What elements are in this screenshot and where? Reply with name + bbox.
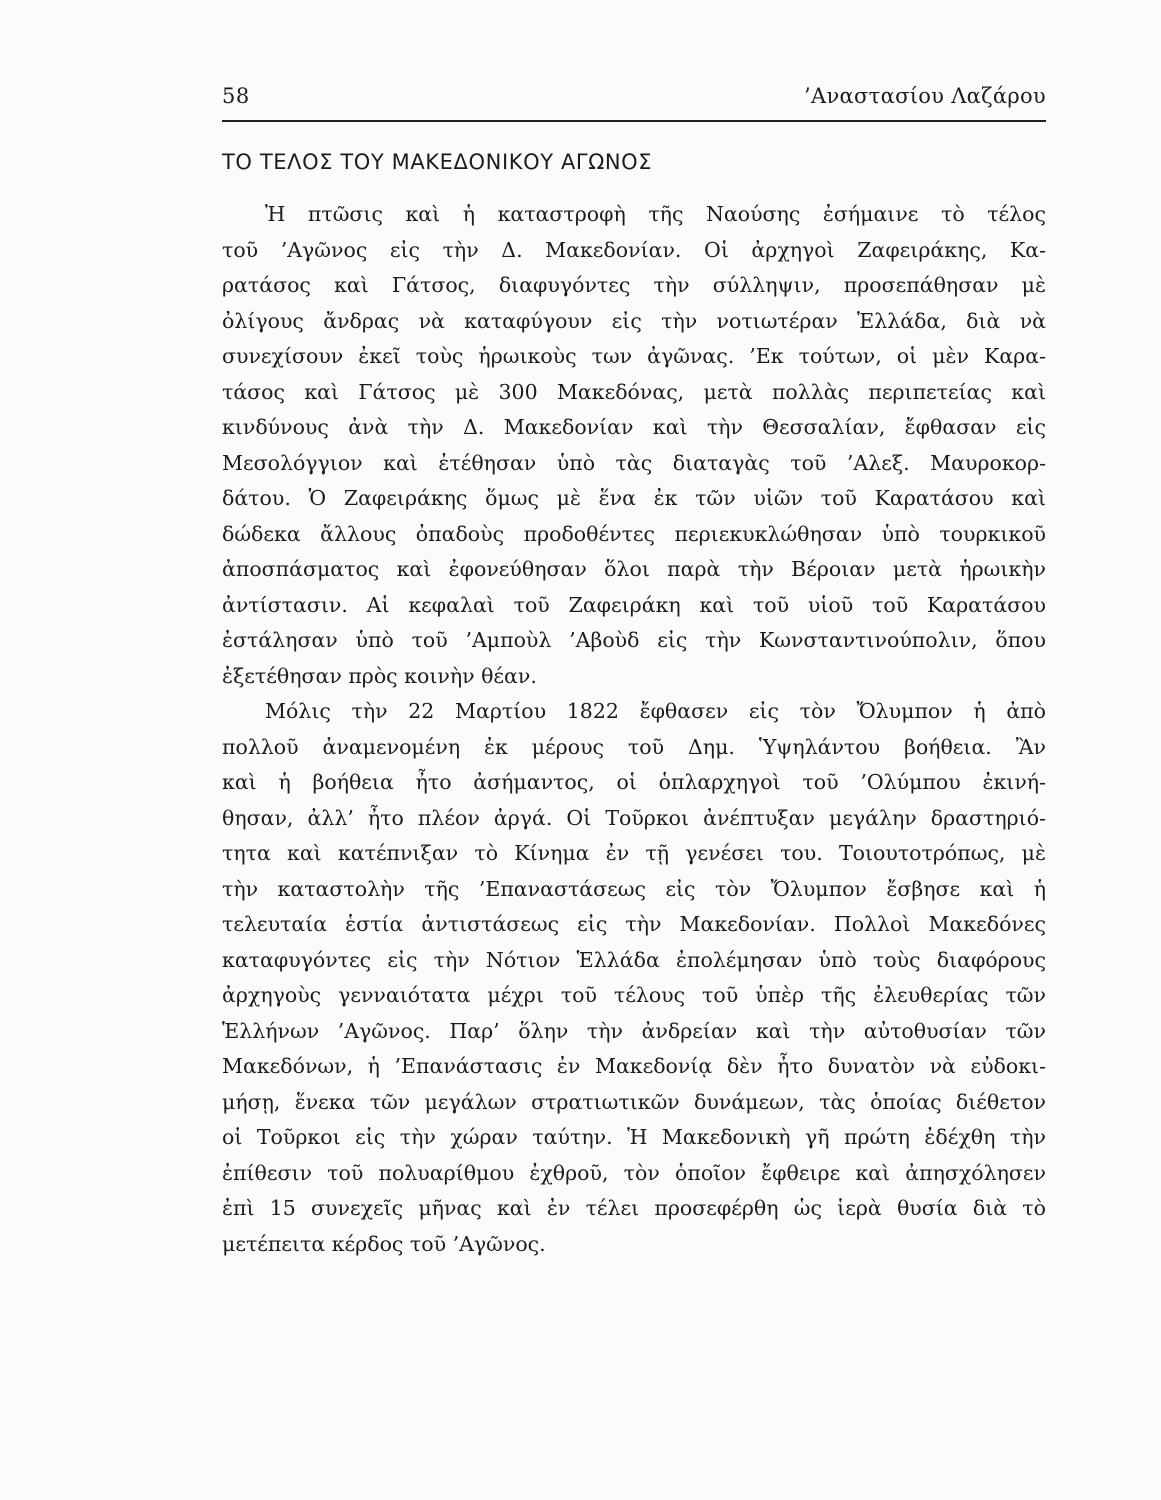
- text-line: Μακεδόνων, ἡ ’Επανάστασις ἐν Μακεδονίᾳ δὲν ἦτο δυνατὸν νὰ εὐδοκι-: [222, 1054, 1046, 1078]
- text-line: ἀντίστασιν. Αἱ κεφαλαὶ τοῦ Ζαφειράκη καὶ τοῦ υἱοῦ τοῦ Καρατάσου: [222, 592, 1046, 617]
- text-line: ἀποσπάσματος καὶ ἐφονεύθησαν ὅλοι παρὰ τὴν Βέροιαν μετὰ ἡρωικὴν: [222, 557, 1046, 581]
- text-line: τητα καὶ κατέπνιξαν τὸ Κίνημα ἐν τῇ γενέσει του. Τοιουτοτρόπως, μὲ: [222, 841, 1046, 865]
- text-line: ἐστάλησαν ὑπὸ τοῦ ’Αμποὺλ ’Αβοὺδ εἰς τὴν Κωνσταντινούπολιν, ὅπου: [222, 628, 1046, 652]
- text-line: τελευταία ἑστία ἀντιστάσεως εἰς τὴν Μακεδονίαν. Πολλοὶ Μακεδόνες: [222, 912, 1046, 936]
- text-line: μήσῃ, ἕνεκα τῶν μεγάλων στρατιωτικῶν δυνάμεων, τὰς ὁποίας διέθετον: [222, 1089, 1046, 1114]
- text-line: ἐπίθεσιν τοῦ πολυαρίθμου ἐχθροῦ, τὸν ὁποῖον ἔφθειρε καὶ ἀπησχόλησεν: [222, 1160, 1046, 1185]
- text-line: ἀρχηγοὺς γενναιότατα μέχρι τοῦ τέλους τοῦ ὑπὲρ τῆς ἐλευθερίας τῶν: [222, 983, 1046, 1007]
- header-rule: [222, 120, 1046, 122]
- text-line: οἱ Τοῦρκοι εἰς τὴν χώραν ταύτην. Ἡ Μακεδονικὴ γῆ πρώτη ἐδέχθη τὴν: [222, 1125, 1046, 1149]
- text-line: συνεχίσουν ἐκεῖ τοὺς ἡρωικοὺς των ἀγῶνας. ’Εκ τούτων, οἱ μὲν Καρα-: [222, 344, 1046, 368]
- page-header: [222, 84, 1046, 118]
- text-line: Μεσολόγγιον καὶ ἐτέθησαν ὑπὸ τὰς διαταγὰς τοῦ ’Αλεξ. Μαυροκορ-: [222, 450, 1046, 475]
- text-line: τοῦ ’Αγῶνος εἰς τὴν Δ. Μακεδονίαν. Οἱ ἀρχηγοὶ Ζαφειράκης, Κα-: [222, 237, 1046, 262]
- text-line: δάτου. Ὁ Ζαφειράκης ὅμως μὲ ἕνα ἐκ τῶν υἱῶν τοῦ Καρατάσου καὶ: [222, 486, 1046, 510]
- text-line: κινδύνους ἀνὰ τὴν Δ. Μακεδονίαν καὶ τὴν Θεσσαλίαν, ἔφθασαν εἰς: [222, 415, 1046, 439]
- body-text: [222, 197, 1046, 1262]
- text-line: ἐξετέθησαν πρὸς κοινὴν θέαν.: [222, 663, 537, 688]
- text-line: δώδεκα ἄλλους ὀπαδοὺς προδοθέντες περιεκυκλώθησαν ὑπὸ τουρκικοῦ: [222, 521, 1046, 546]
- text-line: ρατάσος καὶ Γάτσος, διαφυγόντες τὴν σύλληψιν, προσεπάθησαν μὲ: [222, 273, 1046, 297]
- text-line: Μόλις τὴν 22 Μαρτίου 1822 ἔφθασεν εἰς τὸν Ὄλυμπον ἡ ἀπὸ: [265, 699, 1046, 723]
- text-line: ἐπὶ 15 συνεχεῖς μῆνας καὶ ἐν τέλει προσεφέρθη ὡς ἱερὰ θυσία διὰ τὸ: [222, 1196, 1046, 1220]
- text-line: τὴν καταστολὴν τῆς ’Επαναστάσεως εἰς τὸν Ὄλυμπον ἔσβησε καὶ ἡ: [222, 876, 1046, 901]
- running-head: ’Αναστασίου Λαζάρου: [804, 84, 1046, 108]
- text-line: Ἡ πτῶσις καὶ ἡ καταστροφὴ τῆς Ναούσης ἐσήμαινε τὸ τέλος: [265, 202, 1046, 226]
- page-number: 58: [222, 84, 250, 108]
- text-line: θησαν, ἀλλ’ ἦτο πλέον ἀργά. Οἱ Τοῦρκοι ἀνέπτυξαν μεγάλην δραστηριό-: [222, 805, 1046, 830]
- text-line: καταφυγόντες εἰς τὴν Νότιον Ἑλλάδα ἐπολέμησαν ὑπὸ τοὺς διαφόρους: [222, 947, 1046, 972]
- text-line: μετέπειτα κέρδος τοῦ ’Αγῶνος.: [222, 1231, 546, 1256]
- text-line: πολλοῦ ἀναμενομένη ἐκ μέρους τοῦ Δημ. Ὑψηλάντου βοήθεια. Ἂν: [222, 734, 1046, 759]
- chapter-title: ΤΟ ΤΕΛΟΣ ΤΟΥ ΜΑΚΕΔΟΝΙΚΟΥ ΑΓΩΝΟΣ: [222, 150, 653, 174]
- text-line: ὀλίγους ἄνδρας νὰ καταφύγουν εἰς τὴν νοτιωτέραν Ἑλλάδα, διὰ νὰ: [222, 308, 1046, 333]
- text-line: καὶ ἡ βοήθεια ἦτο ἀσήμαντος, οἱ ὁπλαρχηγοὶ τοῦ ’Ολύμπου ἐκινή-: [222, 770, 1046, 794]
- text-line: Ἑλλήνων ’Αγῶνος. Παρ’ ὅλην τὴν ἀνδρείαν καὶ τὴν αὐτοθυσίαν τῶν: [222, 1018, 1046, 1043]
- text-line: τάσος καὶ Γάτσος μὲ 300 Μακεδόνας, μετὰ πολλὰς περιπετείας καὶ: [222, 379, 1046, 404]
